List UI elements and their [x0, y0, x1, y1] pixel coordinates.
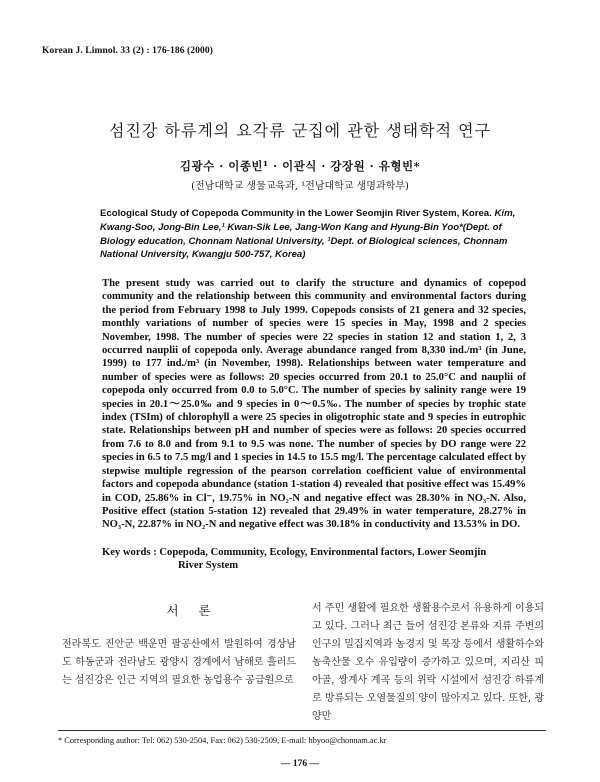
affiliation: (전남대학교 생물교육과, ¹전남대학교 생명과학부): [191, 181, 409, 192]
body-column-left: 전라북도 진안군 백운면 팔공산에서 발원하여 경상남도 하동군과 전라남도 광양시 경계에서 남해로 흘러드는 섬진강은 인근 지역의 필요한 농업용수 공급원으로: [62, 639, 296, 686]
english-authors-affiliation: Kim, Kwang-Soo, Jong-Bin Lee,¹ Kwan-Sik Lee, Jang-Won Kang and Hyung-Bin Yoo*(Dept. of Biology education, Chonnam National University, ¹Dept. of Biological sciences, Chonnam National University, Kwangju 500-757, Korea): [100, 208, 516, 261]
section-heading-introduction: 서 론: [166, 603, 219, 618]
english-title-block: [100, 207, 523, 262]
journal-reference: Korean J. Limnol. 33 (2) : 176-186 (2000): [42, 46, 213, 56]
footnote-corresponding-author: * Corresponding author: Tel: 062) 530-2504, Fax: 062) 530-2509, E-mail: hbyoo@chonnam.ac.kr: [58, 736, 387, 745]
keywords: [102, 546, 526, 573]
abstract: The present study was carried out to clarify the structure and dynamics of copepod community and the relationship between this community and environmental factors during the period from February 1998 to July 1999. Copepods consists of 21 genera and 32 species, monthly variations of number of species were 15 species in May, 1998 and 2 species November, 1998. The number of species were 22 species in station 12 and station 1, 2, 3 occurred nauplii of copepoda only. Average abundance ranged from 8,330 ind./m³ (in June, 1999) to 177 ind./m³ (in November, 1998). Relationships between water temperature and number of species were as follows: 20 species occurred from 20.1 to 25.0°C and nauplii of copepoda only occurred from 0.0 to 5.0°C. The number of species by salinity range were 19 species in 20.1～25.0‰ and 9 species in 0～0.5‰. The number of species by trophic state index (TSIm) of chlorophyll a were 25 species in oligotrophic state and 9 species in eutrophic state. Relationships between pH and number of species were as follows: 20 species occurred from 7.6 to 8.0 and from 9.1 to 9.5 was none. The number of species by DO range were 22 species in 6.5 to 7.5 mg/l and 1 species in 14.5 to 15.5 mg/l. The percentage calculated effect by stepwise multiple regression of the pearson correlation coefficient value of environmental factors and copepoda abundance (station 1-station 4) revealed that positive effect was 15.49% in COD, 25.86% in Cl⁻, 19.75% in NO₂-N and negative effect was 28.30% in NO₃-N. Also, Positive effect (station 5-station 12) revealed that 29.49% in water temperature, 28.27% in NO₃-N, 22.87% in NO₂-N and negative effect was 30.18% in conductivity and 13.53% in DO.: [102, 278, 526, 531]
keywords-line-2: River System: [178, 560, 239, 572]
author-list: 김광수 · 이종빈¹ · 이관식 · 강장원 · 유형빈*: [179, 159, 421, 173]
paper-title: 섬진강 하류계의 요각류 군집에 관한 생태학적 연구: [108, 121, 492, 140]
footnote-divider: [58, 730, 546, 731]
keywords-line-1: Copepoda, Community, Ecology, Environmental factors, Lower Seomjin: [159, 547, 487, 558]
body-column-right: 서 주민 생활에 필요한 생활용수로서 유용하게 이용되고 있다. 그러나 최근 들어 섬진강 본류와 지류 주변의 인구의 밀집지역과 농경지 및 목장 등에서 생활하수와 농축산물 오수 유입량이 증가하고 있으며, 지리산 피아골, 쌍계사 계곡 등의 위락 시설에서 섬진강 하류계로 방류되는 오염물질의 양이 많아지고 있다. 또한, 광양만: [312, 603, 544, 722]
keywords-label: Key words :: [102, 547, 157, 558]
english-title: Ecological Study of Copepoda Community in the Lower Seomjin River System, Korea.: [100, 208, 492, 219]
page-number: — 176 —: [281, 759, 319, 769]
